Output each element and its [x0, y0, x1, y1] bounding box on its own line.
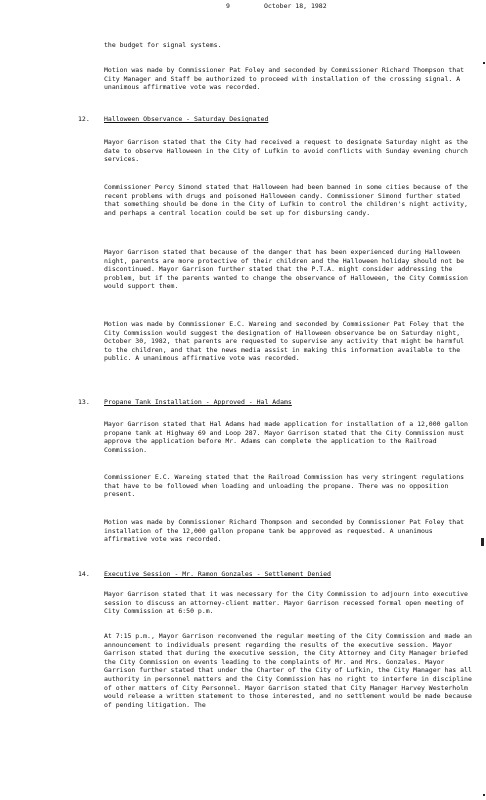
body-paragraph: Mayor Garrison stated that because of the danger that has been experienced during Halloween night, parents are more protective of their children and the Halloween holiday should not be discontinued. Mayor Garrison further stated that the P.T.A. might consider addressing the problem, but if the parents wanted to change the observance of Halloween, the City Commission would support them. [104, 248, 468, 291]
page-header [0, 2, 486, 12]
item-number: 14. [78, 570, 90, 578]
item-number: 13. [78, 398, 90, 406]
body-paragraph: Mayor Garrison stated that it was necessary for the City Commission to adjourn into executive session to discuss an attorney-client matter. Mayor Garrison recessed formal open meeting of City Commission at 6:50 p.m. [104, 590, 468, 616]
body-paragraph: Commissioner E.C. Wareing stated that the Railroad Commission has very stringent regulations that have to be followed when loading and unloading the propane. There was no opposition present. [104, 473, 465, 499]
item-title: Halloween Observance - Saturday Designated [104, 115, 269, 123]
body-paragraph: At 7:15 p.m., Mayor Garrison reconvened the regular meeting of the City Commission and made an announcement to individuals present regarding the results of the executive session. Mayor Garrison stated that during the executive session, the City Attorney and City Manager briefed the City Commission on events leading to the complaints of Mr. and Mrs. Gonzales. Mayor Garrison further stated that under the Charter of the City of Lufkin, the City Manager has all authority in personnel matters and the City Commission has no right to interfere in discipline of other matters of City Personnel. Mayor Garrison stated that City Manager Harvey Westerholm would release a written statement to those interested, and no settlement would be made because of pending litigation. The [104, 632, 472, 709]
margin-mark [481, 538, 484, 546]
motion-paragraph: Motion was made by Commissioner Richard Thompson and seconded by Commissioner Pat Foley that installation of the 12,000 gallon propane tank be approved as requested. A unanimous affirmative vote was recorded. [104, 518, 465, 544]
margin-mark [483, 794, 485, 796]
item-title: Propane Tank Installation - Approved - Hal Adams [104, 398, 292, 406]
body-paragraph: Mayor Garrison stated that the City had received a request to designate Saturday night as the date to observe Halloween in the City of Lufkin to avoid conflicts with Sunday evening church services. [104, 138, 468, 164]
motion-paragraph: Motion was made by Commissioner Pat Foley and seconded by Commissioner Richard Thompson that City Manager and Staff be authorized to proceed with installation of the crossing signal. A unanimous affirmative vote was recorded. [104, 66, 465, 92]
carryover-line: the budget for signal systems. [104, 41, 222, 49]
meeting-date: October 18, 1982 [264, 2, 327, 10]
margin-mark [483, 62, 485, 64]
item-title: Executive Session - Mr. Ramon Gonzales - Settlement Denied [104, 570, 331, 578]
item-number: 12. [78, 115, 90, 123]
body-paragraph: Commissioner Percy Simond stated that Halloween had been banned in some cities because of the recent problems with drugs and poisoned Halloween candy. Commissioner Simond further stated that something should be done in the City of Lufkin to control the children's night activity, and perhaps a central location could be set up for disbursing candy. [104, 183, 468, 217]
page-number: 9 [226, 2, 230, 10]
body-paragraph: Mayor Garrison stated that Hal Adams had made application for installation of a 12,000 gallon propane tank at Highway 69 and Loop 287. Mayor Garrison stated that the City Commission must approve the application before Mr. Adams can complete the application to the Railroad Commission. [104, 420, 468, 454]
motion-paragraph: Motion was made by Commissioner E.C. Wareing and seconded by Commissioner Pat Foley that the City Commission would suggest the designation of Halloween observance be on Saturday night, October 30, 1982, that parents are requested to supervise any activity that might be harmful to the children, and that the news media assist in making this information available to the public. A unanimous affirmative vote was recorded. [104, 320, 465, 363]
